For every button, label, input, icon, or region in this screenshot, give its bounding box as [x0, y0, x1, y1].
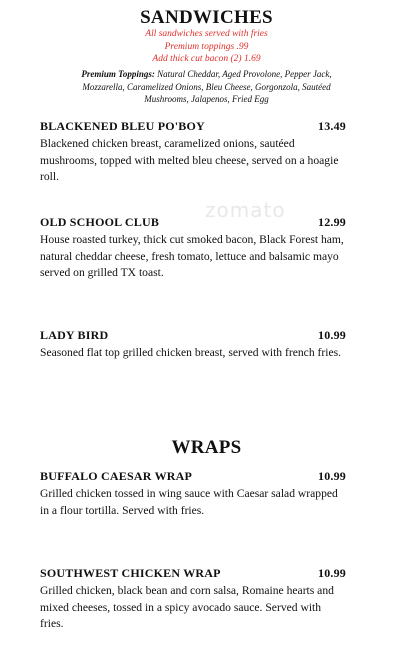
item-name: LADY BIRD — [40, 328, 109, 342]
item-name: OLD SCHOOL CLUB — [40, 215, 160, 229]
item-price: 10.99 — [318, 328, 346, 342]
menu-item-blackened-bleu-poboy — [40, 119, 346, 186]
item-description: Blackened chicken breast, caramelized onions, sautéed mushrooms, topped with melted bleu cheese, served on a hoagie roll. — [40, 137, 339, 183]
note-premium-price: Premium toppings .99 — [164, 41, 249, 52]
menu-item-old-school-club — [40, 215, 346, 282]
note-fries: All sandwiches served with fries — [145, 29, 268, 39]
sandwiches-title: SANDWICHES — [140, 7, 273, 28]
item-name: BUFFALO CAESAR WRAP — [40, 469, 193, 483]
item-description: Grilled chicken tossed in wing sauce with Caesar salad wrapped in a flour tortilla. Served with fries. — [40, 487, 338, 517]
premium-toppings-list: Natural Cheddar, Aged Provolone, Pepper Jack, Mozzarella, Caramelized Onions, Bleu Cheese, Gorgonzola, Sautéed Mushrooms, Jalapenos, Fried Egg — [82, 69, 332, 104]
wraps-title: WRAPS — [171, 437, 242, 458]
item-description: House roasted turkey, thick cut smoked bacon, Black Forest ham, natural cheddar cheese, fresh tomato, lettuce and balsamic mayo served on grilled TX toast. — [40, 233, 344, 279]
item-name: SOUTHWEST CHICKEN WRAP — [40, 566, 221, 580]
item-price: 12.99 — [318, 215, 346, 229]
item-price: 10.99 — [318, 469, 346, 483]
item-description: Seasoned flat top grilled chicken breast, served with french fries. — [40, 346, 342, 359]
item-price: 13.49 — [318, 119, 346, 133]
premium-toppings-label: Premium Toppings: — [81, 69, 155, 79]
note-bacon: Add thick cut bacon (2) 1.69 — [152, 54, 261, 64]
menu-item-buffalo-caesar-wrap — [40, 469, 346, 519]
premium-toppings — [60, 68, 353, 106]
zomato-watermark: zomato — [205, 198, 286, 222]
sandwich-notes — [0, 28, 413, 66]
menu-item-lady-bird — [40, 328, 346, 362]
item-price: 10.99 — [318, 566, 346, 580]
item-description: Grilled chicken, black bean and corn salsa, Romaine hearts and mixed cheeses, tossed in a spicy avocado sauce. Served with fries. — [40, 584, 334, 630]
item-name: BLACKENED BLEU PO'BOY — [40, 119, 205, 133]
menu-item-southwest-chicken-wrap — [40, 566, 346, 633]
